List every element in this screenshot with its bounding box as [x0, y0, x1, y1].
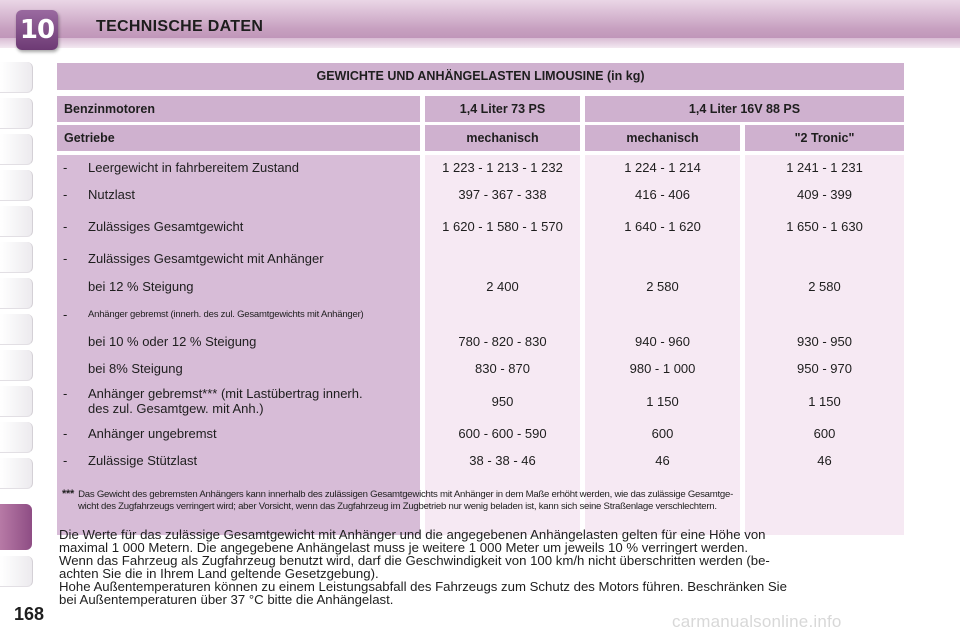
side-tab-strip [0, 62, 34, 582]
footnote-mark: *** [62, 488, 75, 500]
gearbox-2: mechanisch [585, 125, 740, 151]
side-tab[interactable] [0, 350, 33, 381]
row-value-1: 397 - 367 - 338 [458, 187, 547, 202]
row-value-3: 46 [817, 453, 832, 468]
row-value-1: 1 223 - 1 213 - 1 232 [442, 160, 563, 175]
side-tab-active[interactable] [0, 504, 32, 550]
row-label: Zulässiges Gesamtgewicht mit Anhänger [88, 251, 324, 266]
gearbox-3: "2 Tronic" [745, 125, 904, 151]
row-label: Anhänger gebremst (innerh. des zul. Gesamtgewichts mit Anhänger) [88, 309, 364, 320]
header-strip [0, 38, 960, 48]
row-value-1: 38 - 38 - 46 [469, 453, 536, 468]
side-tab[interactable] [0, 556, 33, 587]
body-text-line: Wenn das Fahrzeug als Zugfahrzeug benutzt wird, darf die Geschwindigkeit von 100 km/h nicht überschritten werden (be- [59, 553, 770, 568]
side-tab[interactable] [0, 62, 33, 93]
row-label [88, 386, 363, 416]
body-text-line: achten Sie die in Ihrem Land geltende Gesetzgebung). [59, 566, 379, 581]
side-tab[interactable] [0, 458, 33, 489]
side-tab[interactable] [0, 134, 33, 165]
row-value-2: 2 580 [646, 279, 679, 294]
row-value-1: 2 400 [486, 279, 519, 294]
row-value-1: 950 [491, 394, 514, 409]
chapter-badge: 10 [16, 10, 58, 50]
side-tab[interactable] [0, 314, 33, 345]
row-dash: - [63, 187, 68, 202]
row-value-2: 980 - 1 000 [629, 361, 696, 376]
row-label: Zulässiges Gesamtgewicht [88, 219, 244, 234]
row-label: Leergewicht in fahrbereitem Zustand [88, 160, 300, 175]
row-label: bei 12 % Steigung [88, 279, 194, 294]
row-dash: - [63, 251, 68, 266]
gearbox-header-row [57, 125, 904, 151]
row-value-3: 950 - 970 [797, 361, 852, 376]
row-value-2: 940 - 960 [635, 334, 690, 349]
row-value-2: 1 224 - 1 214 [624, 160, 701, 175]
engine-header-row [57, 96, 904, 122]
row-value-1: 1 620 - 1 580 - 1 570 [442, 219, 563, 234]
footnote-line-1: Das Gewicht des gebremsten Anhängers kann innerhalb des zulässigen Gesamtgewichts mit Anhänger in dem Maße erhöht werden, wie das zulässige Gesamtge- [78, 489, 734, 500]
row-value-1: 830 - 870 [475, 361, 530, 376]
row-dash: - [63, 386, 68, 401]
row-value-3: 1 150 [808, 394, 841, 409]
side-tab[interactable] [0, 278, 33, 309]
body-text-line: maximal 1 000 Metern. Die angegebene Anhängelast muss je weitere 1 000 Meter um jeweils 10 % verringert werden. [59, 540, 749, 555]
row-value-3: 1 241 - 1 231 [786, 160, 863, 175]
row-label-line-1: Anhänger gebremst*** (mit Lastübertrag innerh. [88, 386, 363, 401]
page-title: TECHNISCHE DATEN [96, 18, 264, 35]
watermark: carmanualsonline.info [672, 612, 842, 631]
footnote-line-2: wicht des Zugfahrzeugs verringert wird; aber Vorsicht, wenn das Zugfahrzeug im Zugbetrieb nur wenig beladen ist, kann sich seine Straßenlage verschlechtern. [78, 501, 717, 512]
side-tab[interactable] [0, 386, 33, 417]
row-value-1: 780 - 820 - 830 [458, 334, 547, 349]
row-label: Zulässige Stützlast [88, 453, 198, 468]
row-dash: - [63, 307, 68, 322]
row-dash: - [63, 219, 68, 234]
row-label: Nutzlast [88, 187, 135, 202]
row-label-line-2: des zul. Gesamtgew. mit Anh.) [88, 401, 264, 416]
row-label: bei 8% Steigung [88, 361, 183, 376]
page-number: 168 [14, 604, 45, 624]
row-value-2: 1 640 - 1 620 [624, 219, 701, 234]
row-dash: - [63, 426, 68, 441]
row-dash: - [63, 160, 68, 175]
engine-1: 1,4 Liter 73 PS [425, 96, 580, 122]
engine-2: 1,4 Liter 16V 88 PS [585, 96, 904, 122]
row-value-3: 1 650 - 1 630 [786, 219, 863, 234]
row-value-2: 600 [651, 426, 674, 441]
side-tab[interactable] [0, 98, 33, 129]
row-label: Anhänger ungebremst [88, 426, 217, 441]
row-value-1: 600 - 600 - 590 [458, 426, 547, 441]
side-tab[interactable] [0, 242, 33, 273]
body-text-line: Die Werte für das zulässige Gesamtgewicht mit Anhänger und die angegebenen Anhängelasten gelten für eine Höhe von [59, 527, 766, 542]
row-label: bei 10 % oder 12 % Steigung [88, 334, 257, 349]
row-value-3: 2 580 [808, 279, 841, 294]
row-value-3: 600 [813, 426, 836, 441]
row-value-3: 409 - 399 [797, 187, 852, 202]
footnote [62, 488, 907, 513]
row-value-3: 930 - 950 [797, 334, 852, 349]
side-tab[interactable] [0, 170, 33, 201]
row-value-2: 416 - 406 [635, 187, 690, 202]
row-value-2: 46 [655, 453, 670, 468]
table-title: GEWICHTE UND ANHÄNGELASTEN LIMOUSINE (in kg) [57, 63, 904, 90]
row-value-2: 1 150 [646, 394, 679, 409]
row-dash: - [63, 453, 68, 468]
engine-label: Benzinmotoren [57, 96, 420, 122]
body-text-line: bei Außentemperaturen über 37 °C bitte die Anhängelast. [59, 592, 394, 607]
gearbox-1: mechanisch [425, 125, 580, 151]
side-tab[interactable] [0, 206, 33, 237]
gearbox-label: Getriebe [57, 125, 420, 151]
body-text-line: Hohe Außentemperaturen können zu einem Leistungsabfall des Fahrzeugs zum Schutz des Motors führen. Beschränken Sie [59, 579, 787, 594]
side-tab[interactable] [0, 422, 33, 453]
